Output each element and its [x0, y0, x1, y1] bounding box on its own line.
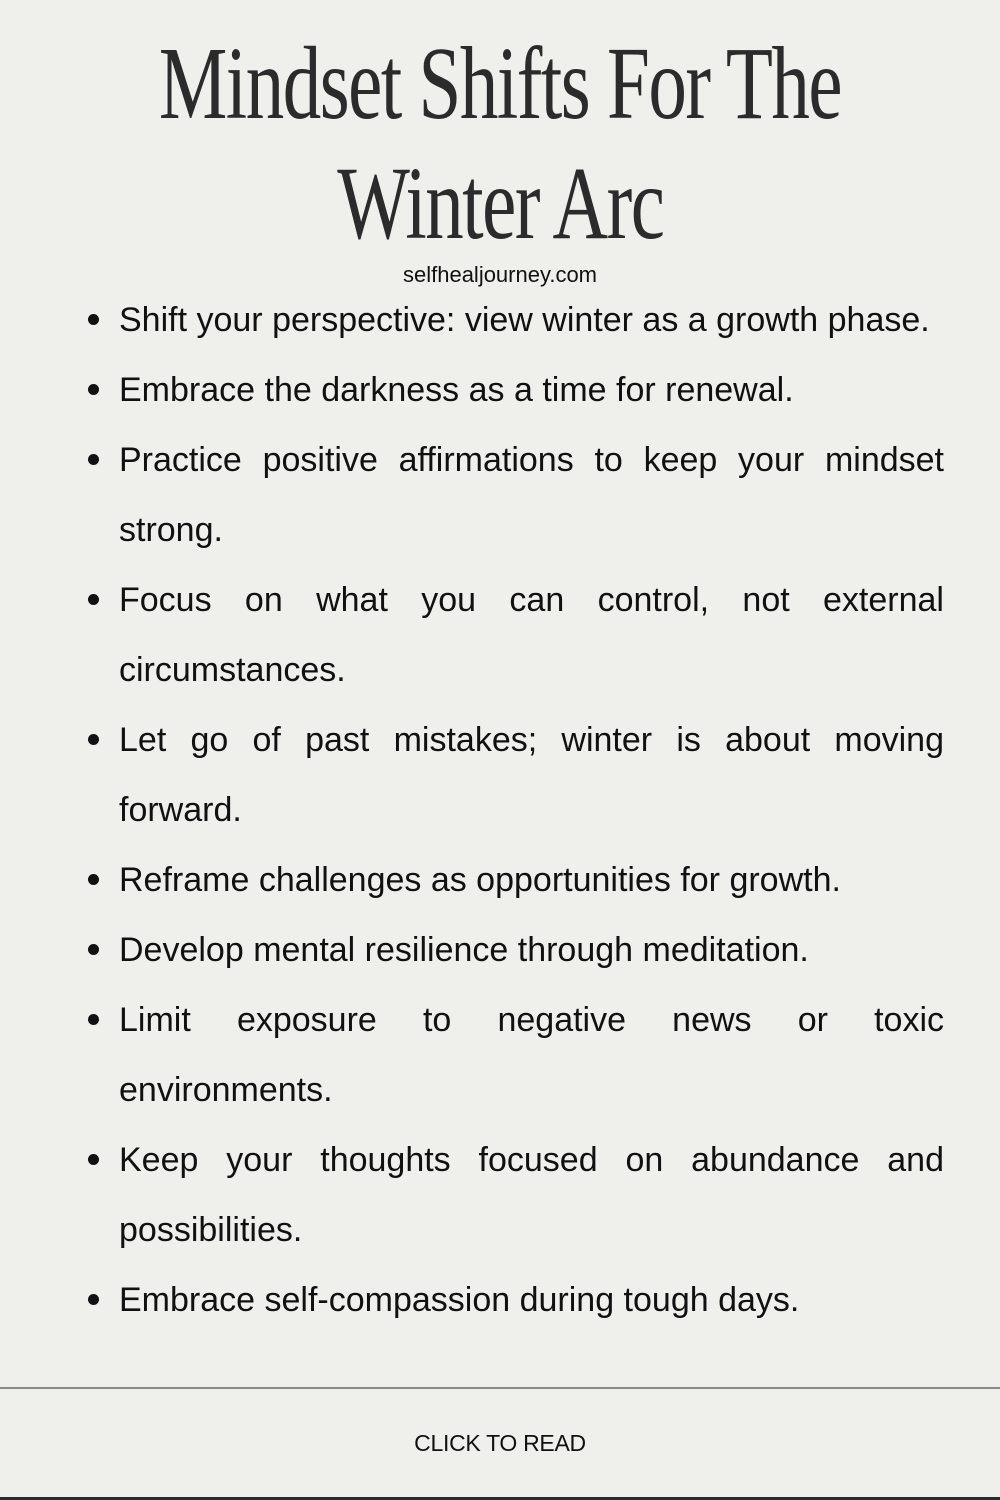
list-item: Let go of past mistakes; winter is about moving forward. [119, 705, 944, 845]
page-title-line-2 [0, 144, 1000, 264]
list-item: Practice positive affirmations to keep your mindset strong. [119, 425, 944, 565]
list-item: Embrace the darkness as a time for renewal. [119, 355, 944, 425]
list-item: Embrace self-compassion during tough days. [119, 1265, 944, 1335]
list-item: Shift your perspective: view winter as a growth phase. [119, 285, 944, 355]
list-item: Keep your thoughts focused on abundance and possibilities. [119, 1125, 944, 1265]
list-item: Reframe challenges as opportunities for growth. [119, 845, 944, 915]
mindset-list [119, 285, 944, 1335]
site-url: selfhealjourney.com [402, 262, 598, 287]
page-title-line-1 [0, 24, 1000, 144]
divider [0, 1387, 1000, 1389]
title-text: Mindset Shifts For The [158, 26, 842, 141]
title-text: Winter Arc [336, 146, 664, 261]
list-item: Develop mental resilience through meditation. [119, 915, 944, 985]
click-to-read-link[interactable]: CLICK TO READ [414, 1430, 586, 1456]
list-item: Focus on what you can control, not external circumstances. [119, 565, 944, 705]
list-item: Limit exposure to negative news or toxic environments. [119, 985, 944, 1125]
